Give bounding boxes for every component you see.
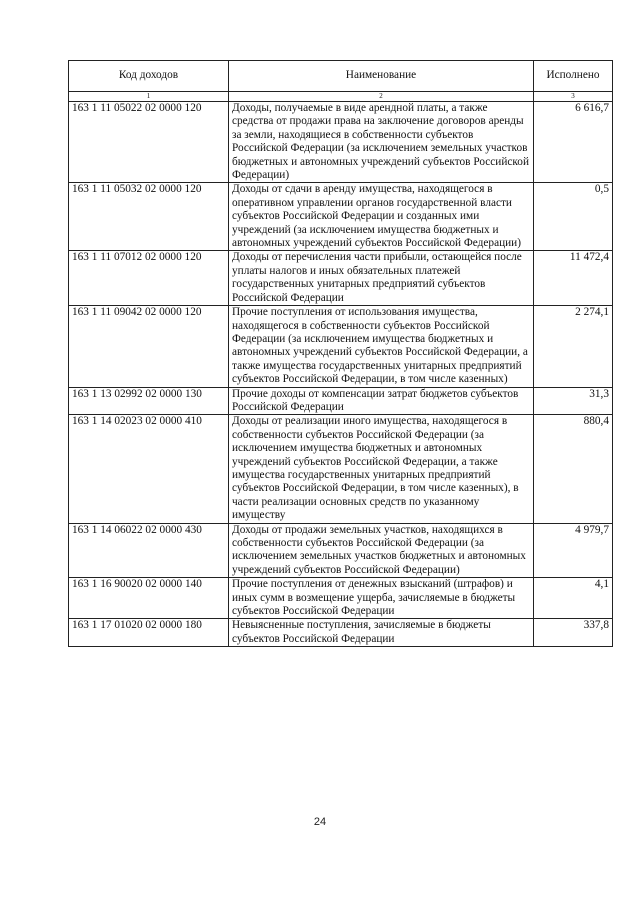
revenue-name: Прочие доходы от компенсации затрат бюджетов субъектов Российской Федерации [229,387,534,415]
table-row [69,523,613,578]
column-number-sum: 3 [534,92,613,102]
revenue-code: 163 1 11 07012 02 0000 120 [69,251,229,306]
revenue-name: Доходы от продажи земельных участков, находящихся в собственности субъектов Российской Федерации (за исключением земельных участков бюджетных и автономных учреждений субъектов Российской Федерации) [229,523,534,578]
column-number-row [69,92,613,102]
revenue-amount: 880,4 [534,415,613,523]
revenue-amount: 0,5 [534,183,613,251]
revenue-amount: 11 472,4 [534,251,613,306]
table-row [69,306,613,387]
revenue-amount: 4,1 [534,578,613,619]
table-row [69,102,613,183]
revenue-code: 163 1 14 06022 02 0000 430 [69,523,229,578]
revenue-name: Доходы от реализации иного имущества, находящегося в собственности субъектов Российской Федерации (за исключением имущества бюджетных и автономных учреждений субъектов Российской Федерации, а также имущества государственных унитарных предприятий субъектов Российской Федерации, в том числе казенных), в части реализации основных средств по указанному имуществу [229,415,534,523]
revenue-name: Прочие поступления от использования имущества, находящегося в собственности субъектов Российской Федерации (за исключением имущества бюджетных и автономных учреждений субъектов Российской Федерации, а также имущества государственных унитарных предприятий субъектов Российской Федерации, в том числе казенных) [229,306,534,387]
revenue-code: 163 1 14 02023 02 0000 410 [69,415,229,523]
revenue-code: 163 1 11 05032 02 0000 120 [69,183,229,251]
table-row [69,619,613,647]
header-name: Наименование [229,61,534,92]
revenue-name: Доходы от перечисления части прибыли, остающейся после уплаты налогов и иных обязательных платежей государственных унитарных предприятий субъектов Российской Федерации [229,251,534,306]
header-code: Код доходов [69,61,229,92]
table-row [69,387,613,415]
revenue-amount: 2 274,1 [534,306,613,387]
revenue-code: 163 1 16 90020 02 0000 140 [69,578,229,619]
table-row [69,183,613,251]
revenue-amount: 31,3 [534,387,613,415]
revenue-name: Невыясненные поступления, зачисляемые в бюджеты субъектов Российской Федерации [229,619,534,647]
table-row [69,578,613,619]
revenue-name: Прочие поступления от денежных взысканий (штрафов) и иных сумм в возмещение ущерба, зачисляемые в бюджеты субъектов Российской Федерации [229,578,534,619]
revenue-amount: 337,8 [534,619,613,647]
revenue-table [68,60,613,647]
revenue-amount: 4 979,7 [534,523,613,578]
revenue-code: 163 1 17 01020 02 0000 180 [69,619,229,647]
table-row [69,251,613,306]
column-number-code: 1 [69,92,229,102]
page-number: 24 [313,816,327,828]
revenue-amount: 6 616,7 [534,102,613,183]
header-sum: Исполнено [534,61,613,92]
table-row [69,415,613,523]
revenue-name: Доходы, получаемые в виде арендной платы, а также средства от продажи права на заключение договоров аренды за земли, находящиеся в собственности субъектов Российской Федерации (за исключением земельных участков бюджетных и автономных учреждений субъектов Российской Федерации) [229,102,534,183]
revenue-code: 163 1 11 09042 02 0000 120 [69,306,229,387]
revenue-name: Доходы от сдачи в аренду имущества, находящегося в оперативном управлении органов государственной власти субъектов Российской Федерации и созданных ими учреждений (за исключением имущества бюджетных и автономных учреждений субъектов Российской Федерации) [229,183,534,251]
table-header-row [69,61,613,92]
column-number-name: 2 [229,92,534,102]
revenue-code: 163 1 13 02992 02 0000 130 [69,387,229,415]
revenue-code: 163 1 11 05022 02 0000 120 [69,102,229,183]
